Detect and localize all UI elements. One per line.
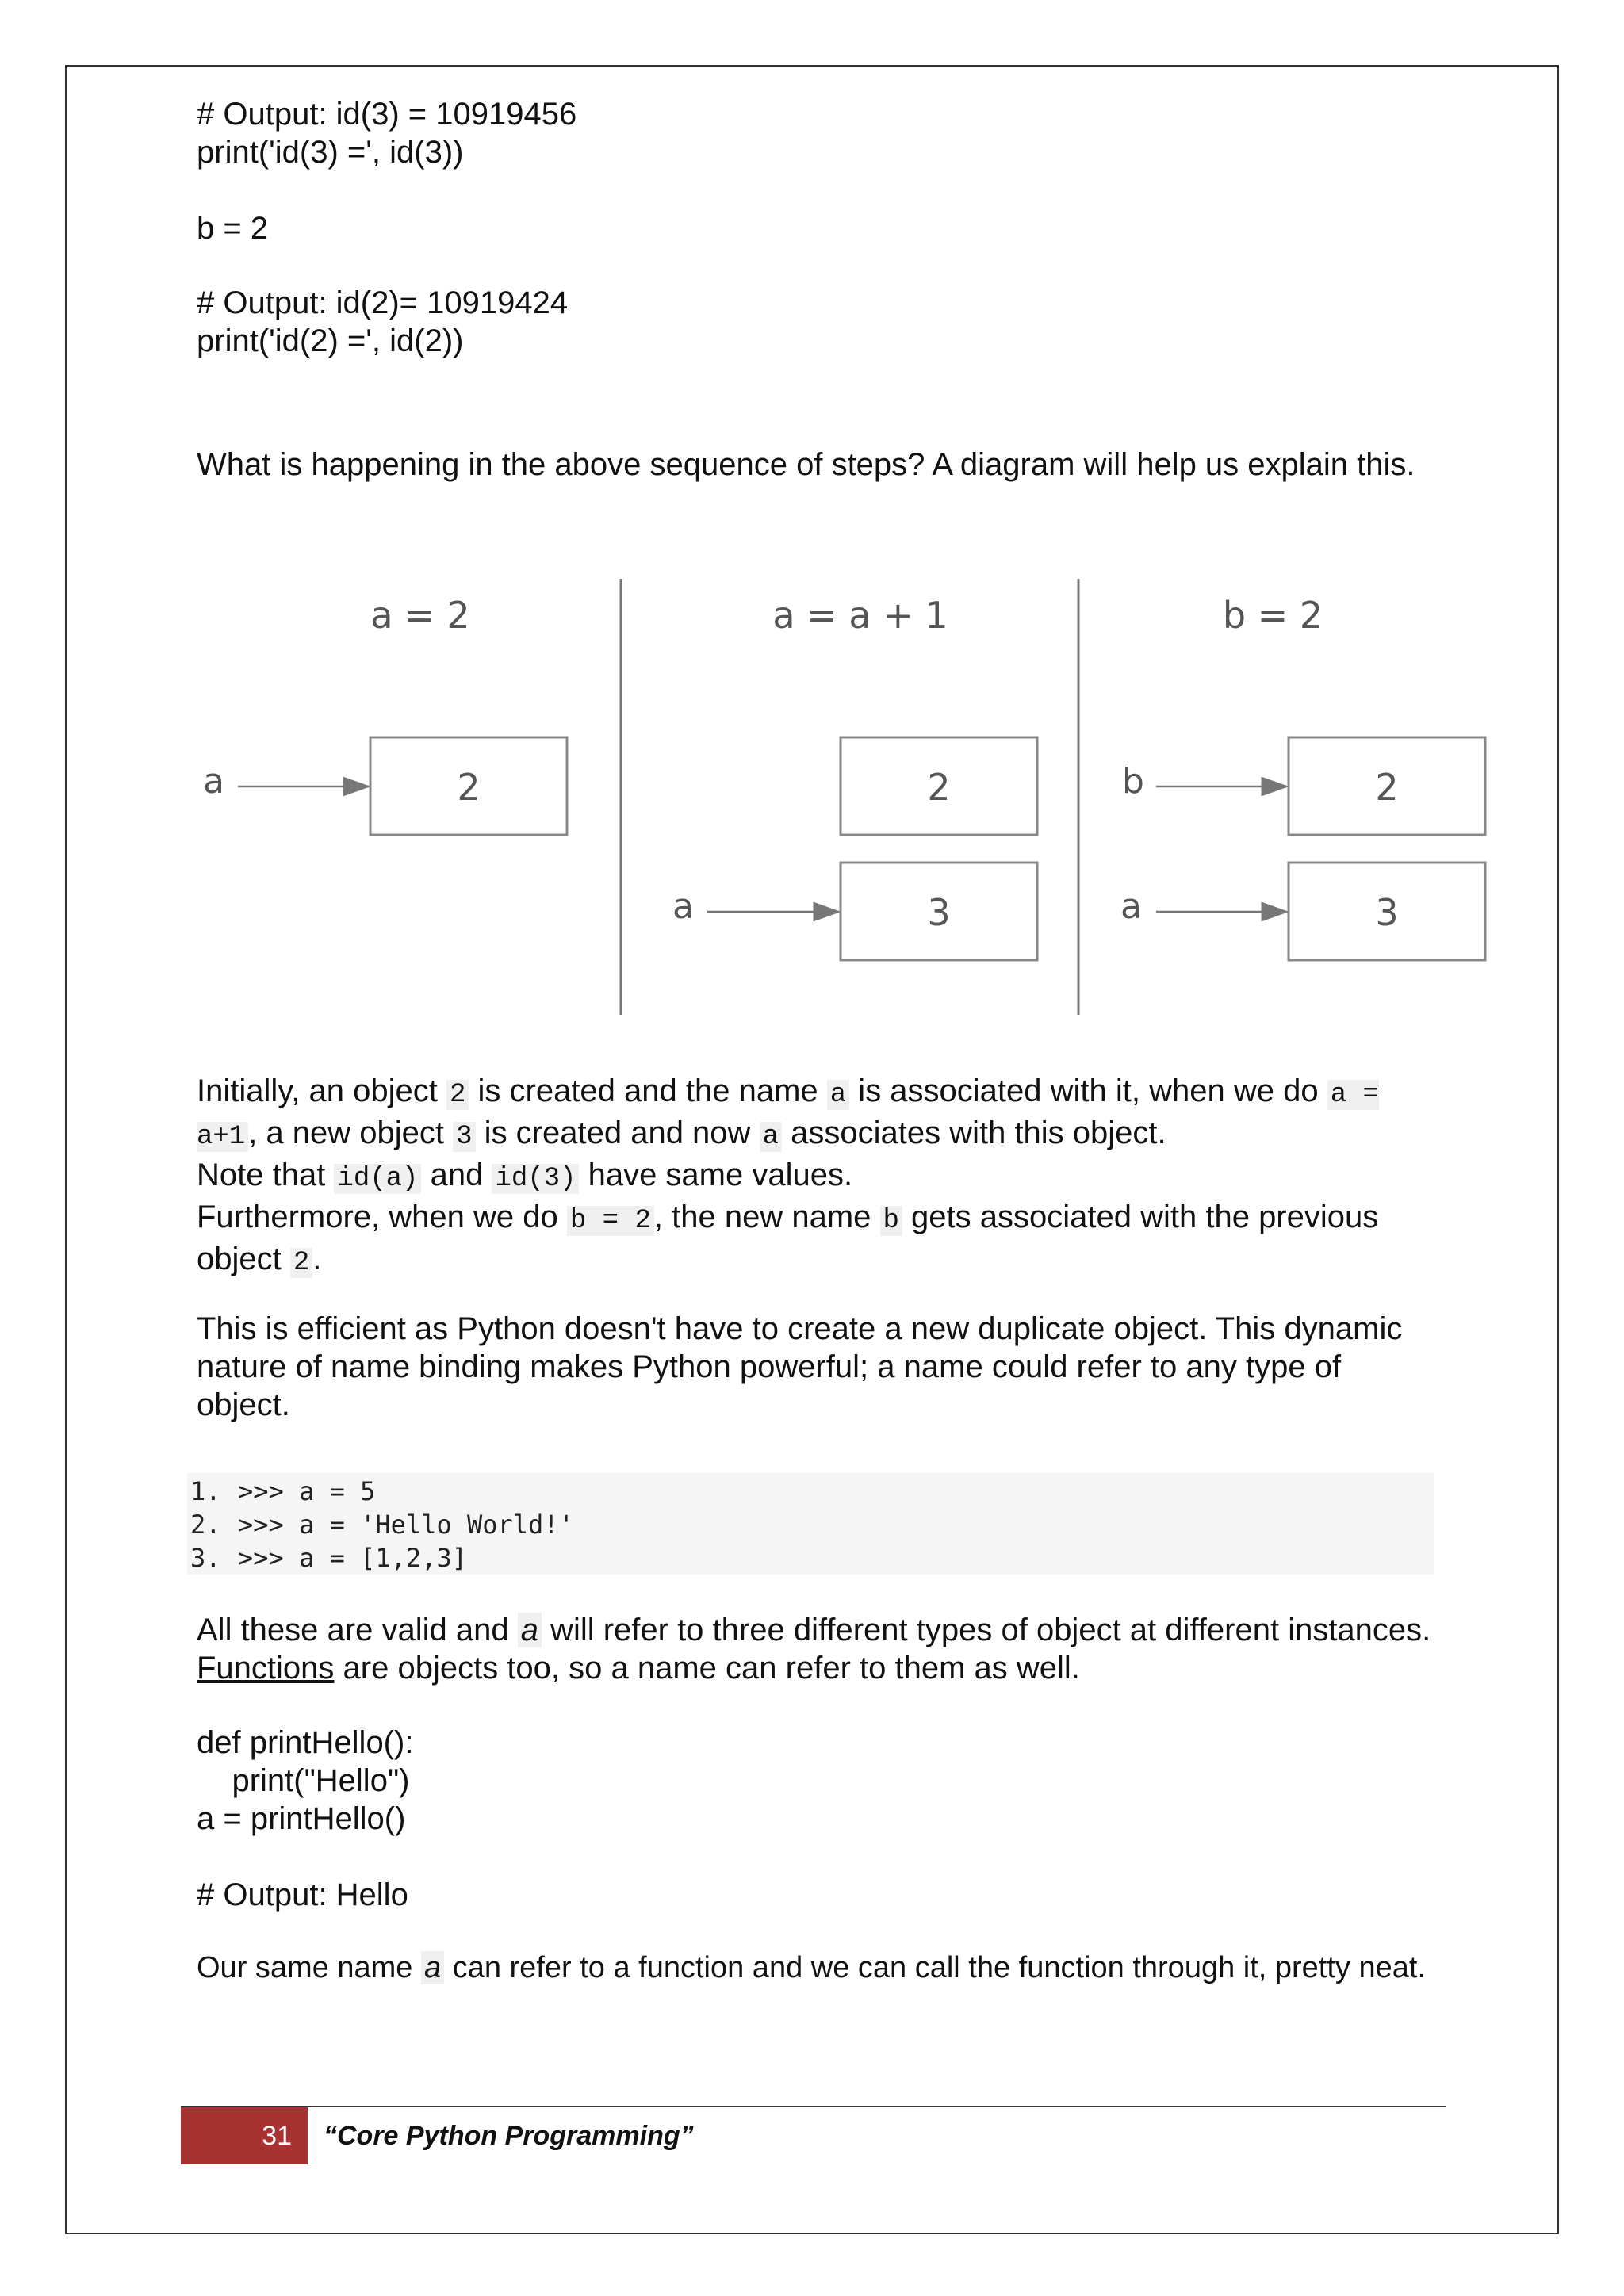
explain-text: is created and the name — [469, 1073, 827, 1108]
inline-var: a — [518, 1613, 542, 1647]
code-def: def printHello(): — [197, 1725, 414, 1760]
code-print-hello: print("Hello") — [197, 1763, 410, 1798]
panel1-box-2-value: 2 — [457, 766, 481, 809]
panel2-label-a: a — [672, 886, 694, 927]
code-output-id2: # Output: id(2)= 10919424 — [197, 285, 569, 320]
panel3-box-2-value: 2 — [1375, 766, 1399, 809]
explain-text: is created and now — [475, 1115, 760, 1150]
explain-text: Note that — [197, 1158, 335, 1192]
book-title: “Core Python Programming” — [324, 2121, 694, 2151]
code-line — [187, 1475, 1434, 1508]
line-number: 3. — [190, 1543, 221, 1573]
code-output-id3: # Output: id(3) = 10919456 — [197, 97, 577, 132]
inline-code: id(a) — [334, 1164, 421, 1194]
inline-code: id(3) — [492, 1164, 579, 1194]
explain-text: have same values. — [579, 1158, 853, 1192]
name-binding-diagram — [190, 575, 1499, 1027]
valid-paragraph — [197, 1611, 1434, 1687]
intro-paragraph: What is happening in the above sequence of steps? A diagram will help us explain this. — [197, 447, 1415, 482]
closing-text: Our same name — [197, 1951, 421, 1984]
code-output-hello: # Output: Hello — [197, 1877, 408, 1912]
explain-text: associates with this object. — [781, 1115, 1166, 1150]
inline-code: a — [827, 1080, 849, 1110]
line-source: >>> a = 'Hello World!' — [238, 1510, 574, 1540]
panel1-label-a: a — [203, 761, 224, 802]
explain-text: is associated with it, when we do — [849, 1073, 1327, 1108]
inline-code: 2 — [446, 1080, 469, 1110]
explain-text: , a new object — [248, 1115, 454, 1150]
inline-var: a — [421, 1951, 444, 1984]
valid-text: will refer to three different types of object at different instances. — [541, 1613, 1431, 1647]
code-line — [187, 1541, 1434, 1575]
closing-paragraph — [197, 1949, 1481, 1987]
panel1-title: a = 2 — [370, 594, 470, 637]
explain-text: Initially, an object — [197, 1073, 446, 1108]
code-assign-func: a = printHello() — [197, 1801, 406, 1836]
panel2-box-3-value: 3 — [927, 891, 951, 934]
inline-code: 3 — [453, 1122, 475, 1152]
panel3-box-3-value: 3 — [1375, 891, 1399, 934]
explain-text: and — [421, 1158, 492, 1192]
panel2-title: a = a + 1 — [772, 594, 948, 637]
code-b-assign: b = 2 — [197, 211, 269, 246]
inline-code: b = 2 — [567, 1206, 654, 1236]
line-number: 1. — [190, 1476, 221, 1506]
explain-text: gets associated with the previous object — [197, 1200, 1379, 1276]
efficiency-paragraph: This is efficient as Python doesn't have to create a new duplicate object. This dynamic nature of name binding makes Python powerful; a name could refer to any type of object. — [197, 1311, 1403, 1422]
inline-code: 2 — [290, 1248, 312, 1278]
valid-text: All these are valid and — [197, 1613, 518, 1647]
inline-code: a = a+1 — [197, 1080, 1379, 1152]
code-line — [187, 1508, 1434, 1541]
page-number: 31 — [181, 2107, 308, 2164]
code-print-id3: print('id(3) =', id(3)) — [197, 135, 464, 170]
code-listing — [187, 1473, 1434, 1575]
line-source: >>> a = 5 — [238, 1476, 376, 1506]
valid-text: are objects too, so a name can refer to them as well. — [334, 1651, 1080, 1686]
line-source: >>> a = [1,2,3] — [238, 1543, 467, 1573]
closing-text: can refer to a function and we can call the function through it, pretty neat. — [444, 1951, 1426, 1984]
explain-text: . — [312, 1242, 322, 1276]
panel3-title: b = 2 — [1222, 594, 1323, 637]
panel3-label-b: b — [1122, 761, 1144, 802]
explanation-paragraph — [197, 1072, 1434, 1282]
functions-link[interactable]: Functions — [197, 1651, 335, 1686]
explain-text: , the new name — [653, 1200, 880, 1234]
panel3-label-a: a — [1120, 886, 1142, 927]
panel2-box-2-value: 2 — [927, 766, 951, 809]
explain-text: Furthermore, when we do — [197, 1200, 567, 1234]
code-print-id2: print('id(2) =', id(2)) — [197, 323, 464, 358]
inline-code: a — [760, 1122, 782, 1152]
inline-code: b — [880, 1206, 902, 1236]
line-number: 2. — [190, 1510, 221, 1540]
